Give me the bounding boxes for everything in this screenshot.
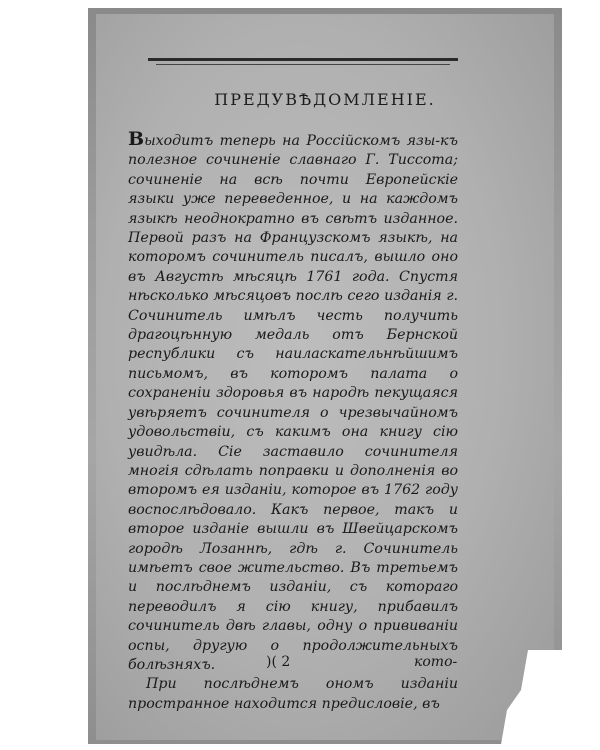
- page-heading: ПРЕДУВѢДОМЛЕНІЕ.: [214, 90, 436, 109]
- paragraph-1-text: ыходитъ теперь на Россійскомъ язы-къ полезное сочиненіе славнаго Г. Тиссота; сочиненіе на всѣ почти Европейскіе языки уже переведенное, и на каждомъ языкѣ неоднократно въ свѣтъ изданное. Первой разъ на Французскомъ языкѣ, на которомъ сочинитель писалъ, вышло оно въ Августѣ мѣсяцѣ 1761 года. Спустя нѣсколько мѣсяцовъ послѣ сего изданія г. Сочинитель имѣлъ честь получить драгоцѣнную медаль отъ Бернской республики съ наиласкательнѣйшимъ письмомъ, въ которомъ палата о сохраненіи здоровья въ народѣ пекущаяся увѣряетъ сочинителя о чрезвычайномъ удовольствіи, съ какимъ она книгу сію увидѣла. Сіе заставило сочинителя многія сдѣлать поправки и дополненія во второмъ ея изданіи, которое въ 1762 году воспослѣдовало. Какъ первое, такъ и второе изданіе вышли въ Швейцарскомъ городѣ Лозаннѣ, гдѣ г. Сочинитель имѣетъ свое жительство. Въ третьемъ и послѣднемъ изданіи, съ котораго переводилъ я сію книгу, прибавилъ сочинитель двѣ главы, одну о прививаніи оспы, другую о продолжительныхъ болѣзняхъ.: [128, 133, 458, 673]
- signature-mark: )( 2: [266, 654, 291, 670]
- header-rule-thin: [156, 64, 450, 65]
- book-page: [96, 14, 554, 740]
- header-rule: [148, 58, 458, 61]
- body-text: [128, 130, 458, 714]
- drop-cap: В: [128, 128, 145, 150]
- paragraph-1: [128, 130, 458, 675]
- catchword: кото-: [414, 654, 458, 670]
- paragraph-2: При послѣднемъ ономъ изданіи пространное находится предисловіе, въ: [128, 676, 458, 712]
